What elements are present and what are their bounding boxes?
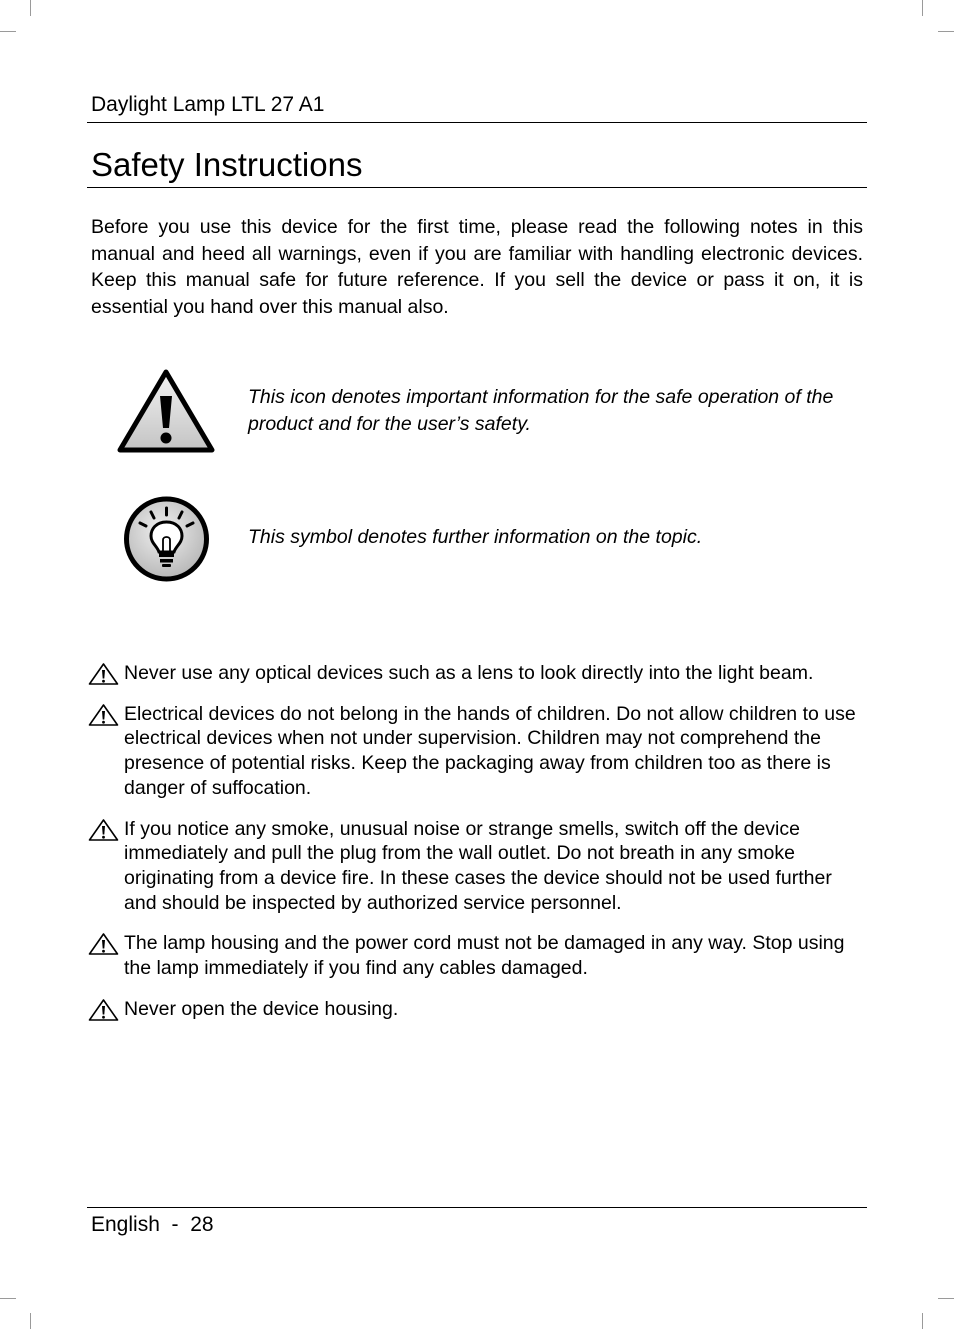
lightbulb-icon <box>123 496 210 582</box>
crop-mark <box>922 0 923 16</box>
warning-triangle-icon <box>116 368 216 455</box>
legend-warning-text: This icon denotes important information for the safe operation of the product and for the user’s safety. <box>248 386 834 435</box>
crop-mark <box>0 1298 16 1299</box>
warning-triangle-icon <box>88 998 119 1022</box>
list-item <box>88 661 863 686</box>
list-item <box>88 817 863 916</box>
page-footer <box>87 1207 867 1238</box>
warning-triangle-icon <box>88 703 119 727</box>
crop-mark <box>30 1313 31 1329</box>
header-title: Daylight Lamp LTL 27 A1 <box>91 93 325 116</box>
warning-text: Electrical devices do not belong in the hands of children. Do not allow children to use electrical devices when not under supervision. Children may not comprehend the presence of potential risks. Keep the packaging away from children too as there is danger of suffocation. <box>124 702 856 799</box>
intro-paragraph: Before you use this device for the first time, please read the following notes in this manual and heed all warnings, even if you are familiar with handling electronic devices. Keep this manual safe for future reference. If you sell the device or pass it on, it is essential you hand over this manual also. <box>91 216 863 318</box>
warning-text: Never use any optical devices such as a lens to look directly into the light beam. <box>124 662 814 684</box>
page-number: English - 28 <box>91 1213 214 1236</box>
warning-text: The lamp housing and the power cord must not be damaged in any way. Stop using the lamp immediately if you find any cables damaged. <box>124 932 845 980</box>
warning-triangle-icon <box>88 818 119 842</box>
crop-mark <box>938 31 954 32</box>
legend-info-text: This symbol denotes further information on the topic. <box>248 526 703 548</box>
list-item <box>88 702 863 801</box>
crop-mark <box>922 1313 923 1329</box>
crop-mark <box>0 31 16 32</box>
warning-triangle-icon <box>88 932 119 956</box>
list-item <box>88 997 863 1022</box>
crop-mark <box>938 1298 954 1299</box>
warning-text: Never open the device housing. <box>124 997 399 1020</box>
warnings-list <box>88 661 863 1037</box>
page-title-text: Safety Instructions <box>91 146 363 183</box>
crop-mark <box>30 0 31 16</box>
page-header <box>87 92 867 123</box>
warning-triangle-icon <box>88 662 119 686</box>
page-title <box>87 146 867 188</box>
warning-text: If you notice any smoke, unusual noise or strange smells, switch off the device immediately and pull the plug from the wall outlet. Do not breath in any smoke originating from a device fire. In these cases the device should not be used further and should be inspected by authorized service personnel. <box>124 817 832 914</box>
list-item <box>88 931 863 980</box>
